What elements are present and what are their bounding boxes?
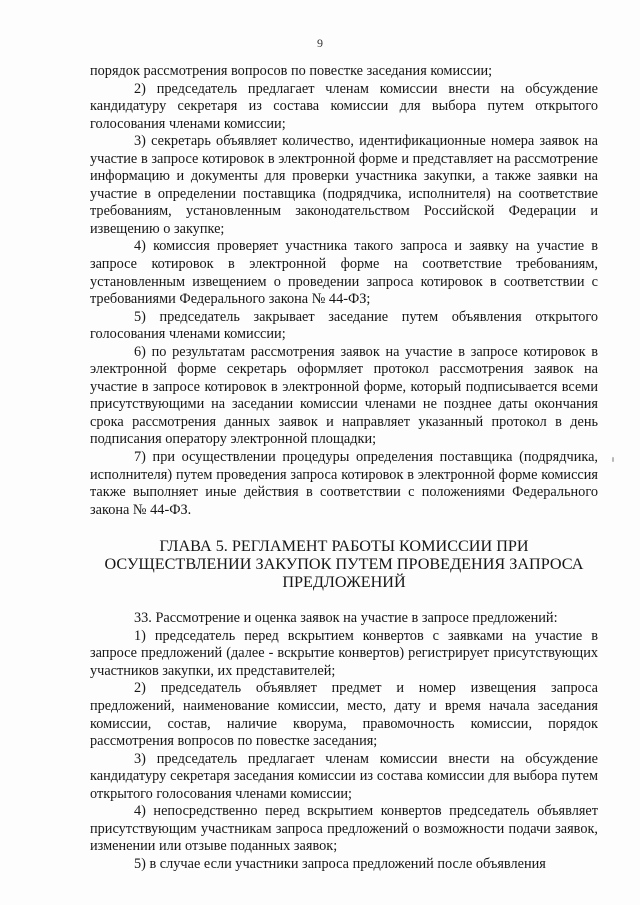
list-item: 4) комиссия проверяет участника такого запроса и заявку на участие в запросе котировок в электронной форме на соответствие требованиям, установленным извещением о проведении запроса котировок в соответствии с требованиями Федерального закона № 44-ФЗ; [90, 238, 598, 308]
list-item: 1) председатель перед вскрытием конвертов с заявками на участие в запросе предложений (далее - вскрытие конвертов) регистрирует присутствующих участников закупки, их представителей; [90, 627, 598, 679]
page-number: 9 [317, 36, 323, 50]
list-item: 2) председатель объявляет предмет и номер извещения запроса предложений, наименование комиссии, место, дату и время начала заседания комиссии, состав, наличие кворума, правомочность комиссии, порядок рассмотрения вопросов по повестке заседания; [90, 680, 598, 750]
continued-paragraph: порядок рассмотрения вопросов по повестке заседания комиссии; [90, 63, 493, 79]
list-item: 2) председатель предлагает членам комиссии внести на обсуждение кандидатуру секретаря из состава комиссии для выбора путем открытого голосования членами комиссии; [90, 80, 598, 132]
list-item: 5) в случае если участники запроса предложений после объявления [134, 855, 546, 872]
scan-speck [612, 457, 614, 462]
list-item: 3) председатель предлагает членам комиссии внести на обсуждение кандидатуру секретаря заседания комиссии из состава комиссии для выбора путем открытого голосования членами комиссии; [90, 750, 598, 802]
document-body [90, 63, 598, 873]
list-item: 6) по результатам рассмотрения заявок на участие в запросе котировок в электронной форме секретарь оформляет протокол рассмотрения заявок на участие в запросе котировок в электронной форме, который подписывается всеми присутствующими на заседании комиссии членами не позднее даты окончания срока рассмотрения данных заявок и направляет указанный протокол в день подписания оператору электронной площадки; [90, 343, 598, 448]
list-item: 5) председатель закрывает заседание путем объявления открытого голосования членами комиссии; [90, 308, 598, 343]
chapter-heading: ГЛАВА 5. РЕГЛАМЕНТ РАБОТЫ КОМИССИИ ПРИ ОСУЩЕСТВЛЕНИИ ЗАКУПОК ПУТЕМ ПРОВЕДЕНИЯ ЗАПРОСА ПРЕДЛОЖЕНИЙ [104, 537, 584, 592]
list-item: 4) непосредственно перед вскрытием конвертов председатель объявляет присутствующим участникам запроса предложений о возможности подачи заявок, изменении или отзыве поданных заявок; [90, 803, 598, 855]
list-item: 3) секретарь объявляет количество, идентификационные номера заявок на участие в запросе котировок в электронной форме и представляет на рассмотрение информацию и документы для проверки участника закупки, а также заявки на участие в определении поставщика (подрядчика, исполнителя) на соответствие требованиям, установленным законодательством Российской Федерации и извещению о закупке; [90, 133, 598, 237]
list-item: 7) при осуществлении процедуры определения поставщика (подрядчика, исполнителя) путем проведения запроса котировок в электронной форме комиссия также выполняет иные действия в соответствии с положениями Федерального закона № 44-ФЗ. [90, 449, 598, 518]
section-title: 33. Рассмотрение и оценка заявок на участие в запросе предложений: [134, 610, 558, 627]
